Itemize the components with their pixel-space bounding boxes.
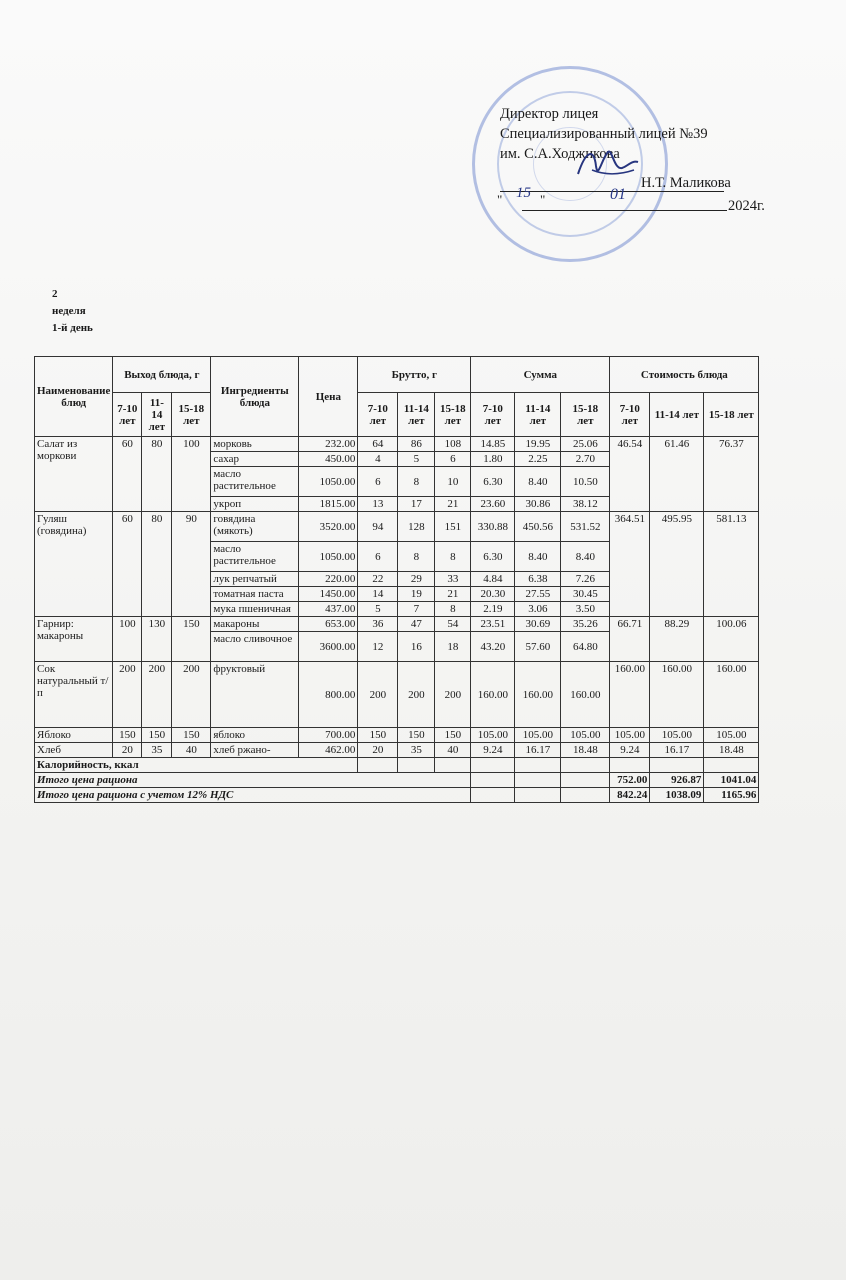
sum-value: 16.17 <box>515 743 561 758</box>
dish-name: Сок натуральный т/п <box>35 662 113 728</box>
brutto-value: 10 <box>435 467 471 497</box>
ingredient-price: 3520.00 <box>299 512 358 542</box>
sum-value: 2.25 <box>515 452 561 467</box>
dish-output: 20 <box>113 743 142 758</box>
brutto-value: 47 <box>398 617 435 632</box>
dish-output: 150 <box>172 617 211 662</box>
dish-cost: 46.54 <box>610 437 650 512</box>
week-info <box>52 286 93 337</box>
ingredient-price: 232.00 <box>299 437 358 452</box>
header-age-11-14: 11-14 лет <box>398 393 435 437</box>
empty-cell <box>358 758 398 773</box>
sum-value: 9.24 <box>471 743 515 758</box>
dish-cost: 88.29 <box>650 617 704 662</box>
quote-close: " <box>540 192 546 207</box>
brutto-value: 12 <box>358 632 398 662</box>
sum-value: 25.06 <box>561 437 610 452</box>
empty-cell <box>471 758 515 773</box>
total-row-value: 752.00 <box>610 773 650 788</box>
brutto-value: 86 <box>398 437 435 452</box>
header-age-15-18: 15-18 лет <box>435 393 471 437</box>
ingredient-name: яблоко <box>211 728 299 743</box>
approval-organization-name: им. С.А.Ходжикова <box>500 146 620 162</box>
sum-value: 18.48 <box>561 743 610 758</box>
sum-value: 3.06 <box>515 602 561 617</box>
dish-name: Салат из моркови <box>35 437 113 512</box>
brutto-value: 40 <box>435 743 471 758</box>
total-vat-row-value: 1165.96 <box>704 788 759 803</box>
dish-cost: 105.00 <box>650 728 704 743</box>
ingredient-price: 450.00 <box>299 452 358 467</box>
sum-value: 57.60 <box>515 632 561 662</box>
header-age-11-14: 11-14 лет <box>515 393 561 437</box>
week-number: 2 <box>52 288 58 300</box>
brutto-value: 200 <box>398 662 435 728</box>
approval-year: 2024г. <box>728 198 765 214</box>
ingredient-name: фруктовый <box>211 662 299 728</box>
brutto-value: 35 <box>398 743 435 758</box>
brutto-value: 94 <box>358 512 398 542</box>
brutto-value: 6 <box>358 542 398 572</box>
ingredient-price: 1450.00 <box>299 587 358 602</box>
dish-output: 60 <box>113 437 142 512</box>
ingredient-name: мука пшеничная <box>211 602 299 617</box>
header-age-15-18: 15-18 лет <box>561 393 610 437</box>
table-row <box>35 728 759 743</box>
empty-cell <box>650 758 704 773</box>
brutto-value: 200 <box>358 662 398 728</box>
dish-name: Гуляш (говядина) <box>35 512 113 617</box>
empty-cell <box>471 788 515 803</box>
sum-value: 10.50 <box>561 467 610 497</box>
ingredient-price: 700.00 <box>299 728 358 743</box>
sum-value: 8.40 <box>515 467 561 497</box>
approval-month: 01 <box>610 186 626 203</box>
brutto-value: 21 <box>435 497 471 512</box>
ingredient-price: 800.00 <box>299 662 358 728</box>
dish-cost: 364.51 <box>610 512 650 617</box>
empty-cell <box>561 788 610 803</box>
dish-output: 80 <box>142 437 172 512</box>
header-age-7-10: 7-10 лет <box>610 393 650 437</box>
total-vat-row-value: 842.24 <box>610 788 650 803</box>
day-label: 1-й день <box>52 322 93 334</box>
total-row-value: 926.87 <box>650 773 704 788</box>
quote-open: " <box>497 192 503 207</box>
dish-output: 80 <box>142 512 172 617</box>
dish-output: 200 <box>172 662 211 728</box>
brutto-value: 6 <box>435 452 471 467</box>
header-cost: Стоимость блюда <box>610 357 759 393</box>
dish-cost: 105.00 <box>610 728 650 743</box>
signature-image <box>572 140 642 186</box>
dish-output: 150 <box>113 728 142 743</box>
sum-value: 64.80 <box>561 632 610 662</box>
empty-cell <box>561 773 610 788</box>
empty-cell <box>704 758 759 773</box>
sum-value: 30.69 <box>515 617 561 632</box>
dish-output: 100 <box>172 437 211 512</box>
brutto-value: 21 <box>435 587 471 602</box>
menu-table <box>34 356 759 803</box>
brutto-value: 8 <box>435 602 471 617</box>
header-age-11-14: 11-14 лет <box>142 393 172 437</box>
brutto-value: 36 <box>358 617 398 632</box>
ingredient-name: сахар <box>211 452 299 467</box>
dish-cost: 16.17 <box>650 743 704 758</box>
sum-value: 30.86 <box>515 497 561 512</box>
brutto-value: 8 <box>398 467 435 497</box>
brutto-value: 64 <box>358 437 398 452</box>
dish-output: 150 <box>172 728 211 743</box>
brutto-value: 6 <box>358 467 398 497</box>
ingredient-name: морковь <box>211 437 299 452</box>
empty-cell <box>515 773 561 788</box>
empty-cell <box>398 758 435 773</box>
sum-value: 20.30 <box>471 587 515 602</box>
sum-value: 1.80 <box>471 452 515 467</box>
header-price: Цена <box>299 357 358 437</box>
sum-value: 2.70 <box>561 452 610 467</box>
ingredient-price: 1050.00 <box>299 467 358 497</box>
dish-output: 100 <box>113 617 142 662</box>
table-row <box>35 437 759 452</box>
dish-output: 200 <box>113 662 142 728</box>
sum-value: 160.00 <box>515 662 561 728</box>
dish-output: 40 <box>172 743 211 758</box>
sum-value: 38.12 <box>561 497 610 512</box>
header-output: Выход блюда, г <box>113 357 211 393</box>
dish-cost: 160.00 <box>704 662 759 728</box>
dish-cost: 18.48 <box>704 743 759 758</box>
sum-value: 23.51 <box>471 617 515 632</box>
ingredient-name: масло растительное <box>211 542 299 572</box>
sum-value: 4.84 <box>471 572 515 587</box>
ingredient-price: 1815.00 <box>299 497 358 512</box>
total-vat-row <box>35 788 759 803</box>
dish-output: 130 <box>142 617 172 662</box>
empty-cell <box>610 758 650 773</box>
ingredient-price: 653.00 <box>299 617 358 632</box>
dish-cost: 100.06 <box>704 617 759 662</box>
ingredient-name: укроп <box>211 497 299 512</box>
date-line <box>522 210 727 211</box>
brutto-value: 150 <box>435 728 471 743</box>
header-dish-name: Наименование блюд <box>35 357 113 437</box>
brutto-value: 7 <box>398 602 435 617</box>
ingredient-name: макароны <box>211 617 299 632</box>
ingredient-name: масло сливочное <box>211 632 299 662</box>
brutto-value: 54 <box>435 617 471 632</box>
ingredient-price: 437.00 <box>299 602 358 617</box>
total-row-label: Итого цена рациона <box>35 773 471 788</box>
table-row <box>35 662 759 728</box>
brutto-value: 200 <box>435 662 471 728</box>
brutto-value: 5 <box>358 602 398 617</box>
sum-value: 23.60 <box>471 497 515 512</box>
header-age-15-18: 15-18 лет <box>704 393 759 437</box>
calories-label: Калорийность, ккал <box>35 758 358 773</box>
brutto-value: 151 <box>435 512 471 542</box>
sum-value: 105.00 <box>561 728 610 743</box>
brutto-value: 18 <box>435 632 471 662</box>
sum-value: 2.19 <box>471 602 515 617</box>
table-row <box>35 743 759 758</box>
brutto-value: 20 <box>358 743 398 758</box>
sum-value: 3.50 <box>561 602 610 617</box>
table-row <box>35 617 759 632</box>
brutto-value: 16 <box>398 632 435 662</box>
empty-cell <box>471 773 515 788</box>
dish-cost: 76.37 <box>704 437 759 512</box>
dish-cost: 581.13 <box>704 512 759 617</box>
ingredient-price: 220.00 <box>299 572 358 587</box>
total-row <box>35 773 759 788</box>
dish-name: Хлеб <box>35 743 113 758</box>
empty-cell <box>561 758 610 773</box>
brutto-value: 150 <box>358 728 398 743</box>
ingredient-name: лук репчатый <box>211 572 299 587</box>
dish-output: 150 <box>142 728 172 743</box>
brutto-value: 5 <box>398 452 435 467</box>
sum-value: 30.45 <box>561 587 610 602</box>
total-vat-row-label: Итого цена рациона с учетом 12% НДС <box>35 788 471 803</box>
brutto-value: 13 <box>358 497 398 512</box>
table-row <box>35 512 759 542</box>
dish-cost: 66.71 <box>610 617 650 662</box>
dish-cost: 160.00 <box>610 662 650 728</box>
dish-cost: 61.46 <box>650 437 704 512</box>
dish-cost: 160.00 <box>650 662 704 728</box>
approval-organization: Специализированный лицей №39 <box>500 126 708 142</box>
empty-cell <box>515 758 561 773</box>
sum-value: 27.55 <box>515 587 561 602</box>
dish-output: 90 <box>172 512 211 617</box>
brutto-value: 150 <box>398 728 435 743</box>
brutto-value: 4 <box>358 452 398 467</box>
dish-output: 35 <box>142 743 172 758</box>
sum-value: 531.52 <box>561 512 610 542</box>
approval-title: Директор лицея <box>500 106 599 122</box>
header-age-7-10: 7-10 лет <box>358 393 398 437</box>
dish-name: Гарнир: макароны <box>35 617 113 662</box>
brutto-value: 8 <box>435 542 471 572</box>
header-brutto: Брутто, г <box>358 357 471 393</box>
header-ingredients: Ингредиенты блюда <box>211 357 299 437</box>
sum-value: 450.56 <box>515 512 561 542</box>
header-age-7-10: 7-10 лет <box>471 393 515 437</box>
brutto-value: 128 <box>398 512 435 542</box>
sum-value: 160.00 <box>471 662 515 728</box>
approval-day: 15 <box>516 185 531 201</box>
sum-value: 105.00 <box>471 728 515 743</box>
empty-cell <box>515 788 561 803</box>
sum-value: 6.30 <box>471 467 515 497</box>
brutto-value: 8 <box>398 542 435 572</box>
director-name: Н.Т. Маликова <box>641 175 731 191</box>
sum-value: 35.26 <box>561 617 610 632</box>
dish-cost: 105.00 <box>704 728 759 743</box>
brutto-value: 17 <box>398 497 435 512</box>
sum-value: 160.00 <box>561 662 610 728</box>
total-vat-row-value: 1038.09 <box>650 788 704 803</box>
ingredient-name: масло растительное <box>211 467 299 497</box>
ingredient-name: говядина (мякоть) <box>211 512 299 542</box>
sum-value: 6.38 <box>515 572 561 587</box>
menu-table-body <box>35 437 759 803</box>
ingredient-price: 3600.00 <box>299 632 358 662</box>
brutto-value: 22 <box>358 572 398 587</box>
ingredient-name: хлеб ржано- <box>211 743 299 758</box>
brutto-value: 33 <box>435 572 471 587</box>
ingredient-price: 1050.00 <box>299 542 358 572</box>
total-row-value: 1041.04 <box>704 773 759 788</box>
calories-row <box>35 758 759 773</box>
dish-cost: 495.95 <box>650 512 704 617</box>
sum-value: 43.20 <box>471 632 515 662</box>
sum-value: 8.40 <box>515 542 561 572</box>
dish-cost: 9.24 <box>610 743 650 758</box>
dish-output: 60 <box>113 512 142 617</box>
brutto-value: 19 <box>398 587 435 602</box>
sum-value: 19.95 <box>515 437 561 452</box>
ingredient-name: томатная паста <box>211 587 299 602</box>
empty-cell <box>435 758 471 773</box>
sum-value: 14.85 <box>471 437 515 452</box>
header-sum: Сумма <box>471 357 610 393</box>
dish-output: 200 <box>142 662 172 728</box>
week-label: неделя <box>52 305 86 317</box>
sum-value: 330.88 <box>471 512 515 542</box>
header-age-7-10: 7-10 лет <box>113 393 142 437</box>
dish-name: Яблоко <box>35 728 113 743</box>
header-age-11-14: 11-14 лет <box>650 393 704 437</box>
header-age-15-18: 15-18 лет <box>172 393 211 437</box>
sum-value: 6.30 <box>471 542 515 572</box>
sum-value: 105.00 <box>515 728 561 743</box>
brutto-value: 108 <box>435 437 471 452</box>
brutto-value: 14 <box>358 587 398 602</box>
sum-value: 8.40 <box>561 542 610 572</box>
brutto-value: 29 <box>398 572 435 587</box>
ingredient-price: 462.00 <box>299 743 358 758</box>
sum-value: 7.26 <box>561 572 610 587</box>
